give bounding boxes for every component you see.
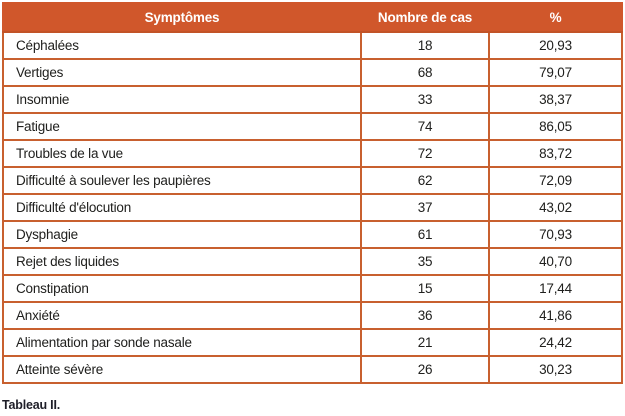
header-cases: Nombre de cas	[361, 3, 489, 32]
cases-cell: 33	[361, 86, 489, 113]
table-row	[3, 329, 622, 356]
percent-cell: 86,05	[489, 113, 622, 140]
percent-cell: 17,44	[489, 275, 622, 302]
cases-cell: 37	[361, 194, 489, 221]
header-symptoms: Symptômes	[3, 3, 361, 32]
table-row	[3, 302, 622, 329]
cases-cell: 15	[361, 275, 489, 302]
symptom-cell: Troubles de la vue	[3, 140, 361, 167]
symptom-cell: Céphalées	[3, 32, 361, 59]
table-row	[3, 194, 622, 221]
cases-cell: 62	[361, 167, 489, 194]
percent-cell: 72,09	[489, 167, 622, 194]
cases-cell: 74	[361, 113, 489, 140]
percent-cell: 79,07	[489, 59, 622, 86]
cases-cell: 26	[361, 356, 489, 383]
percent-cell: 20,93	[489, 32, 622, 59]
percent-cell: 40,70	[489, 248, 622, 275]
cases-cell: 21	[361, 329, 489, 356]
symptom-cell: Fatigue	[3, 113, 361, 140]
table-row	[3, 32, 622, 59]
cases-cell: 35	[361, 248, 489, 275]
table-row	[3, 248, 622, 275]
percent-cell: 70,93	[489, 221, 622, 248]
table-row	[3, 59, 622, 86]
symptom-cell: Insomnie	[3, 86, 361, 113]
symptom-cell: Difficulté d'élocution	[3, 194, 361, 221]
symptom-cell: Anxiété	[3, 302, 361, 329]
table-caption: Tableau II.	[2, 398, 60, 412]
header-percent: %	[489, 3, 622, 32]
symptom-cell: Alimentation par sonde nasale	[3, 329, 361, 356]
table-row	[3, 113, 622, 140]
table-header-row	[3, 3, 622, 32]
symptoms-table	[2, 2, 623, 384]
percent-cell: 38,37	[489, 86, 622, 113]
symptom-cell: Vertiges	[3, 59, 361, 86]
table-row	[3, 356, 622, 383]
cases-cell: 18	[361, 32, 489, 59]
percent-cell: 41,86	[489, 302, 622, 329]
percent-cell: 24,42	[489, 329, 622, 356]
cases-cell: 68	[361, 59, 489, 86]
table-row	[3, 221, 622, 248]
symptom-cell: Difficulté à soulever les paupières	[3, 167, 361, 194]
symptom-cell: Constipation	[3, 275, 361, 302]
table-row	[3, 275, 622, 302]
symptom-cell: Rejet des liquides	[3, 248, 361, 275]
symptom-cell: Dysphagie	[3, 221, 361, 248]
percent-cell: 83,72	[489, 140, 622, 167]
percent-cell: 30,23	[489, 356, 622, 383]
percent-cell: 43,02	[489, 194, 622, 221]
table-row	[3, 167, 622, 194]
symptom-cell: Atteinte sévère	[3, 356, 361, 383]
cases-cell: 36	[361, 302, 489, 329]
table-row	[3, 140, 622, 167]
cases-cell: 61	[361, 221, 489, 248]
cases-cell: 72	[361, 140, 489, 167]
table-row	[3, 86, 622, 113]
